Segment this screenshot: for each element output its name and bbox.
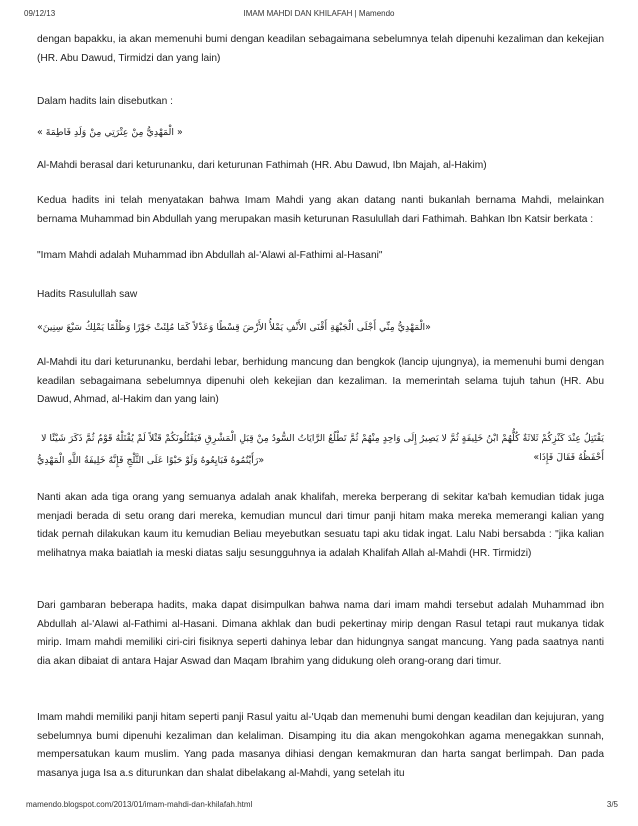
- paragraph-hadith-translation-2: Al-Mahdi berasal dari keturunanku, dari keturunan Fathimah (HR. Abu Dawud, Ibn Majah, al-Hakim): [37, 160, 487, 171]
- paragraph-hadith-heading: Hadits Rasulullah saw: [37, 289, 138, 300]
- paragraph-explanation: Kedua hadits ini telah menyatakan bahwa Imam Mahdi yang akan datang nanti bukanlah bernama Mahdi, melainkan bernama Muhammad bin Abdullah yang merupakan masih keturunan Rasulullah dari Fathimah. Bahkan Ibn Katsir berkata :: [37, 195, 604, 225]
- print-header: [24, 9, 614, 21]
- print-footer: [26, 800, 618, 812]
- page-url: mamendo.blogspot.com/2013/01/imam-mahdi-dan-khilafah.html: [26, 800, 253, 809]
- page-number: 3/5: [606, 800, 618, 809]
- paragraph-hadith-translation-3: Al-Mahdi itu dari keturunanku, berdahi lebar, berhidung mancung dan bengkok (lancip ujungnya), ia memenuhi bumi dengan keadilan sebagaimana sebelumnya dipenuhi oleh kekejian dan kezaliman. Ia memerintah selama tujuh tahun (HR. Abu Dawud, Ahmad, al-Hakim dan yang lain): [37, 357, 604, 406]
- page-title: IMAM MAHDI DAN KHILAFAH | Mamendo: [243, 9, 395, 18]
- paragraph-conclusion: Dari gambaran beberapa hadits, maka dapat disimpulkan bahwa nama dari imam mahdi tersebut adalah Muhammad ibn Abdullah al-'Alawi al-Fathimi al-Hasani. Dimana akhlak dan budi pekertinay mirip dengan Rasul tetapi raut mukanya tidak mirip. Imam mahdi memiliki ciri-ciri fisiknya seperti dahinya lebar dan hidungnya sangat mancung. Yang pada saatnya nanti dia akan dibaiat di antara Hajar Aswad dan Maqam Ibrahim yang didukung oleh orang-orang dari timur.: [37, 600, 604, 667]
- paragraph-panji-hitam: Imam mahdi memiliki panji hitam seperti panji Rasul yaitu al-'Uqab dan memenuhi bumi dengan keadilan dan kejujuran, yang sebelumnya bumi dipenuhi kezaliman dan kelaliman. Disamping itu dia akan mengokohkan agama menegakkan sunnah, mempersatukan kaum muslim. Yang pada masanya dihiasi dengan kemakmuran dan harta sangat berlimpah. Dan pada masanya juga Isa a.s diturunkan dan shalat dibelakang al-Mahdi, yang setelah itu: [37, 712, 604, 779]
- arabic-hadith-3-line2: «رَأَيْتُمُوهُ فَبَايِعُوهُ وَلَوْ حَبْوًا عَلَى الثَّلْجِ فَإِنَّهُ خَلِيفَةُ اللَّهِ الْمَهْدِيُّ: [37, 455, 265, 466]
- arabic-hadith-3-line1: يَقْتَتِلُ عِنْدَ كَنْزِكُمْ ثَلاثَةٌ كُلُّهُمْ ابْنُ خَلِيفَةٍ ثُمَّ لا يَصِيرُ إِلَى وَاحِدٍ مِنْهُمْ ثُمَّ تَطْلُعُ الرَّايَاتُ السُّودُ مِنْ قِبَلِ الْمَشْرِقِ فَيَقْتُلُونَكُمْ قَتْلاً لَمْ يُقْتَلْهُ قَوْمٌ ثُمَّ ذَكَرَ شَيْئًا لا أَحْفَظُهُ فَقَالَ فَإِذَا»: [41, 433, 604, 463]
- paragraph-intro-hadith: Dalam hadits lain disebutkan :: [37, 96, 173, 107]
- arabic-hadith-1: « الْمَهْدِيُّ مِنْ عِتْرَتِي مِنْ وَلَدِ فَاطِمَةَ »: [37, 127, 183, 138]
- arabic-hadith-2: «الْمَهْدِيُّ مِنِّي أَجْلَى الْجَبْهَةِ أَقْنَى الأَنْفِ يَمْلأُ الأَرْضَ قِسْطًا وَعَدْلاً كَمَا مُلِئَتْ جَوْرًا وَظُلْمًا يَمْلِكُ سَبْعَ سِنِينَ»: [37, 322, 431, 333]
- paragraph-hadith-translation-4: Nanti akan ada tiga orang yang semuanya adalah anak khalifah, mereka berperang di sekitar ka'bah kemudian tidak juga menjadi berada di setu orang dari mereka, kemudian muncul dari timur panji hitam maka mereka memerangi kalian yang tidak pernah dilakukan kaum itu kemudian Beliau meyebutkan sesuatu tapi aku tidak ingat. Lalu Nabi bersabda : "jika kalian melihatnya maka baiatlah ia meski diatas salju sesungguhnya ia adalah Khalifah Allah al-Mahdi (HR. Tirmidzi): [37, 492, 604, 559]
- print-date: 09/12/13: [24, 9, 56, 18]
- paragraph-hadith-translation-1: dengan bapakku, ia akan memenuhi bumi dengan keadilan sebagaimana sebelumnya telah dipenuhi kezaliman dan kekejian (HR. Abu Dawud, Tirmidzi dan yang lain): [37, 34, 604, 64]
- paragraph-quote: "Imam Mahdi adalah Muhammad ibn Abdullah al-'Alawi al-Fathimi al-Hasani": [37, 250, 383, 261]
